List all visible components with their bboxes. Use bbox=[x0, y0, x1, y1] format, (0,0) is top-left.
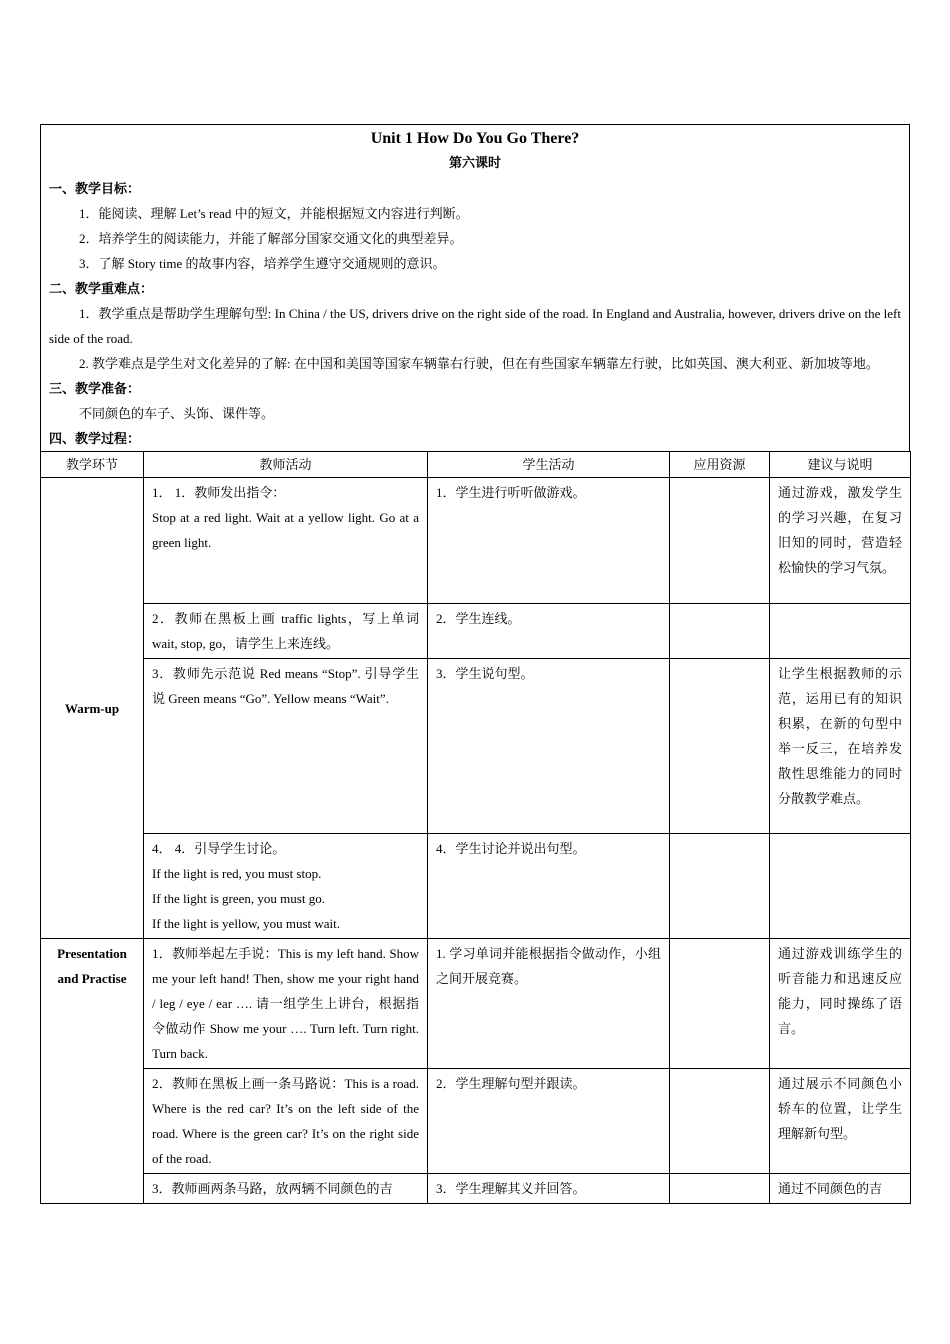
prep-text: 不同颜色的车子、头饰、课件等。 bbox=[79, 406, 275, 421]
key-item: 2. 教学难点是学生对文化差异的了解: 在中国和美国等国家车辆靠右行驶，但在有些国家车辆靠左行驶，比如英国、澳大利亚、新加坡等地。 bbox=[79, 356, 879, 371]
lesson-plan-page bbox=[40, 124, 910, 1204]
table-row bbox=[41, 1174, 911, 1204]
student-activity: 3．学生说句型。 bbox=[428, 659, 670, 834]
teacher-line: 4． 4．引导学生讨论。 bbox=[152, 841, 286, 856]
note-cell: 通过展示不同颜色小轿车的位置，让学生理解新句型。 bbox=[770, 1069, 911, 1174]
teacher-line: If the light is green, you must go. bbox=[152, 891, 325, 906]
student-activity: 1. 学习单词并能根据指令做动作，小组之间开展竞赛。 bbox=[428, 939, 670, 1069]
teacher-activity bbox=[144, 478, 428, 604]
goal-item: 1．能阅读、理解 Let’s read 中的短文，并能根据短文内容进行判断。 bbox=[79, 206, 469, 221]
process-heading: 四、教学过程： bbox=[49, 431, 141, 446]
resource-cell bbox=[670, 659, 770, 834]
resource-cell bbox=[670, 1174, 770, 1204]
student-activity: 4．学生讨论并说出句型。 bbox=[428, 834, 670, 939]
table-row bbox=[41, 478, 911, 604]
resource-cell bbox=[670, 604, 770, 659]
teacher-activity bbox=[144, 834, 428, 939]
teacher-activity bbox=[144, 659, 428, 834]
prep-heading: 三、教学准备： bbox=[49, 381, 141, 396]
stage-warmup: Warm-up bbox=[41, 478, 144, 939]
teacher-line: 3．教师画两条马路，放两辆不同颜色的吉 bbox=[152, 1181, 393, 1196]
note-cell: 通过游戏训练学生的听音能力和迅速反应能力，同时操练了语言。 bbox=[770, 939, 911, 1069]
resource-cell bbox=[670, 939, 770, 1069]
column-header: 教学环节 bbox=[41, 452, 144, 478]
goals-heading: 一、教学目标： bbox=[49, 181, 141, 196]
table-row bbox=[41, 939, 911, 1069]
lesson-header-frame bbox=[40, 124, 910, 451]
student-activity: 2．学生连线。 bbox=[428, 604, 670, 659]
table-row bbox=[41, 659, 911, 834]
column-header: 应用资源 bbox=[670, 452, 770, 478]
table-header-row bbox=[41, 452, 911, 478]
teacher-line: 1． 1．教师发出指令： bbox=[152, 485, 286, 500]
column-header: 学生活动 bbox=[428, 452, 670, 478]
teacher-activity bbox=[144, 1069, 428, 1174]
note-cell: 让学生根据教师的示范，运用已有的知识积累，在新的句型中举一反三，在培养发散性思维能力的同时分散教学难点。 bbox=[770, 659, 911, 834]
note-cell bbox=[770, 604, 911, 659]
key-item: 1．教学重点是帮助学生理解句型: In China / the US, drivers drive on the right side of the road. In England and Australia, however, drivers drive on the left side of the road. bbox=[49, 306, 901, 346]
lesson-subtitle: 第六课时 bbox=[448, 155, 501, 170]
teacher-line: 2．教师在黑板上画一条马路说：This is a road. Where is the red car? It’s on the left side of the road. Where is the green car? It’s on the right side of the road. bbox=[152, 1076, 419, 1166]
teacher-line: 3．教师先示范说 Red means “Stop”. 引导学生说 Green means “Go”. Yellow means “Wait”. bbox=[152, 666, 419, 706]
goal-item: 3．了解 Story time 的故事内容，培养学生遵守交通规则的意识。 bbox=[79, 256, 446, 271]
page-title: Unit 1 How Do You Go There? bbox=[370, 130, 580, 147]
stage-presentation: Presentation and Practise bbox=[41, 939, 144, 1204]
student-activity: 2．学生理解句型并跟读。 bbox=[428, 1069, 670, 1174]
key-heading: 二、教学重难点： bbox=[49, 281, 154, 296]
teacher-line: 1．教师举起左手说：This is my left hand. Show me your left hand! Then, show me your right hand / leg / eye / ear …. 请一组学生上讲台，根据指令做动作 Show me your …. Turn left. Turn right. Turn back. bbox=[152, 946, 419, 1061]
table-row bbox=[41, 1069, 911, 1174]
student-activity: 1．学生进行听听做游戏。 bbox=[428, 478, 670, 604]
teacher-line: 2．教师在黑板上画 traffic lights，写上单词 wait, stop, go，请学生上来连线。 bbox=[152, 611, 419, 651]
teacher-activity bbox=[144, 604, 428, 659]
student-activity: 3．学生理解其义并回答。 bbox=[428, 1174, 670, 1204]
resource-cell bbox=[670, 834, 770, 939]
process-table bbox=[40, 451, 911, 1204]
column-header: 教师活动 bbox=[144, 452, 428, 478]
table-row bbox=[41, 834, 911, 939]
note-cell: 通过游戏，激发学生的学习兴趣，在复习旧知的同时，营造轻松愉快的学习气氛。 bbox=[770, 478, 911, 604]
table-row bbox=[41, 604, 911, 659]
note-cell: 通过不同颜色的吉 bbox=[770, 1174, 911, 1204]
teacher-line: If the light is yellow, you must wait. bbox=[152, 916, 340, 931]
column-header: 建议与说明 bbox=[770, 452, 911, 478]
teacher-line: Stop at a red light. Wait at a yellow light. Go at a green light. bbox=[152, 510, 419, 550]
teacher-activity bbox=[144, 939, 428, 1069]
goal-item: 2．培养学生的阅读能力，并能了解部分国家交通文化的典型差异。 bbox=[79, 231, 463, 246]
note-cell bbox=[770, 834, 911, 939]
resource-cell bbox=[670, 478, 770, 604]
resource-cell bbox=[670, 1069, 770, 1174]
teacher-activity bbox=[144, 1174, 428, 1204]
teacher-line: If the light is red, you must stop. bbox=[152, 866, 322, 881]
